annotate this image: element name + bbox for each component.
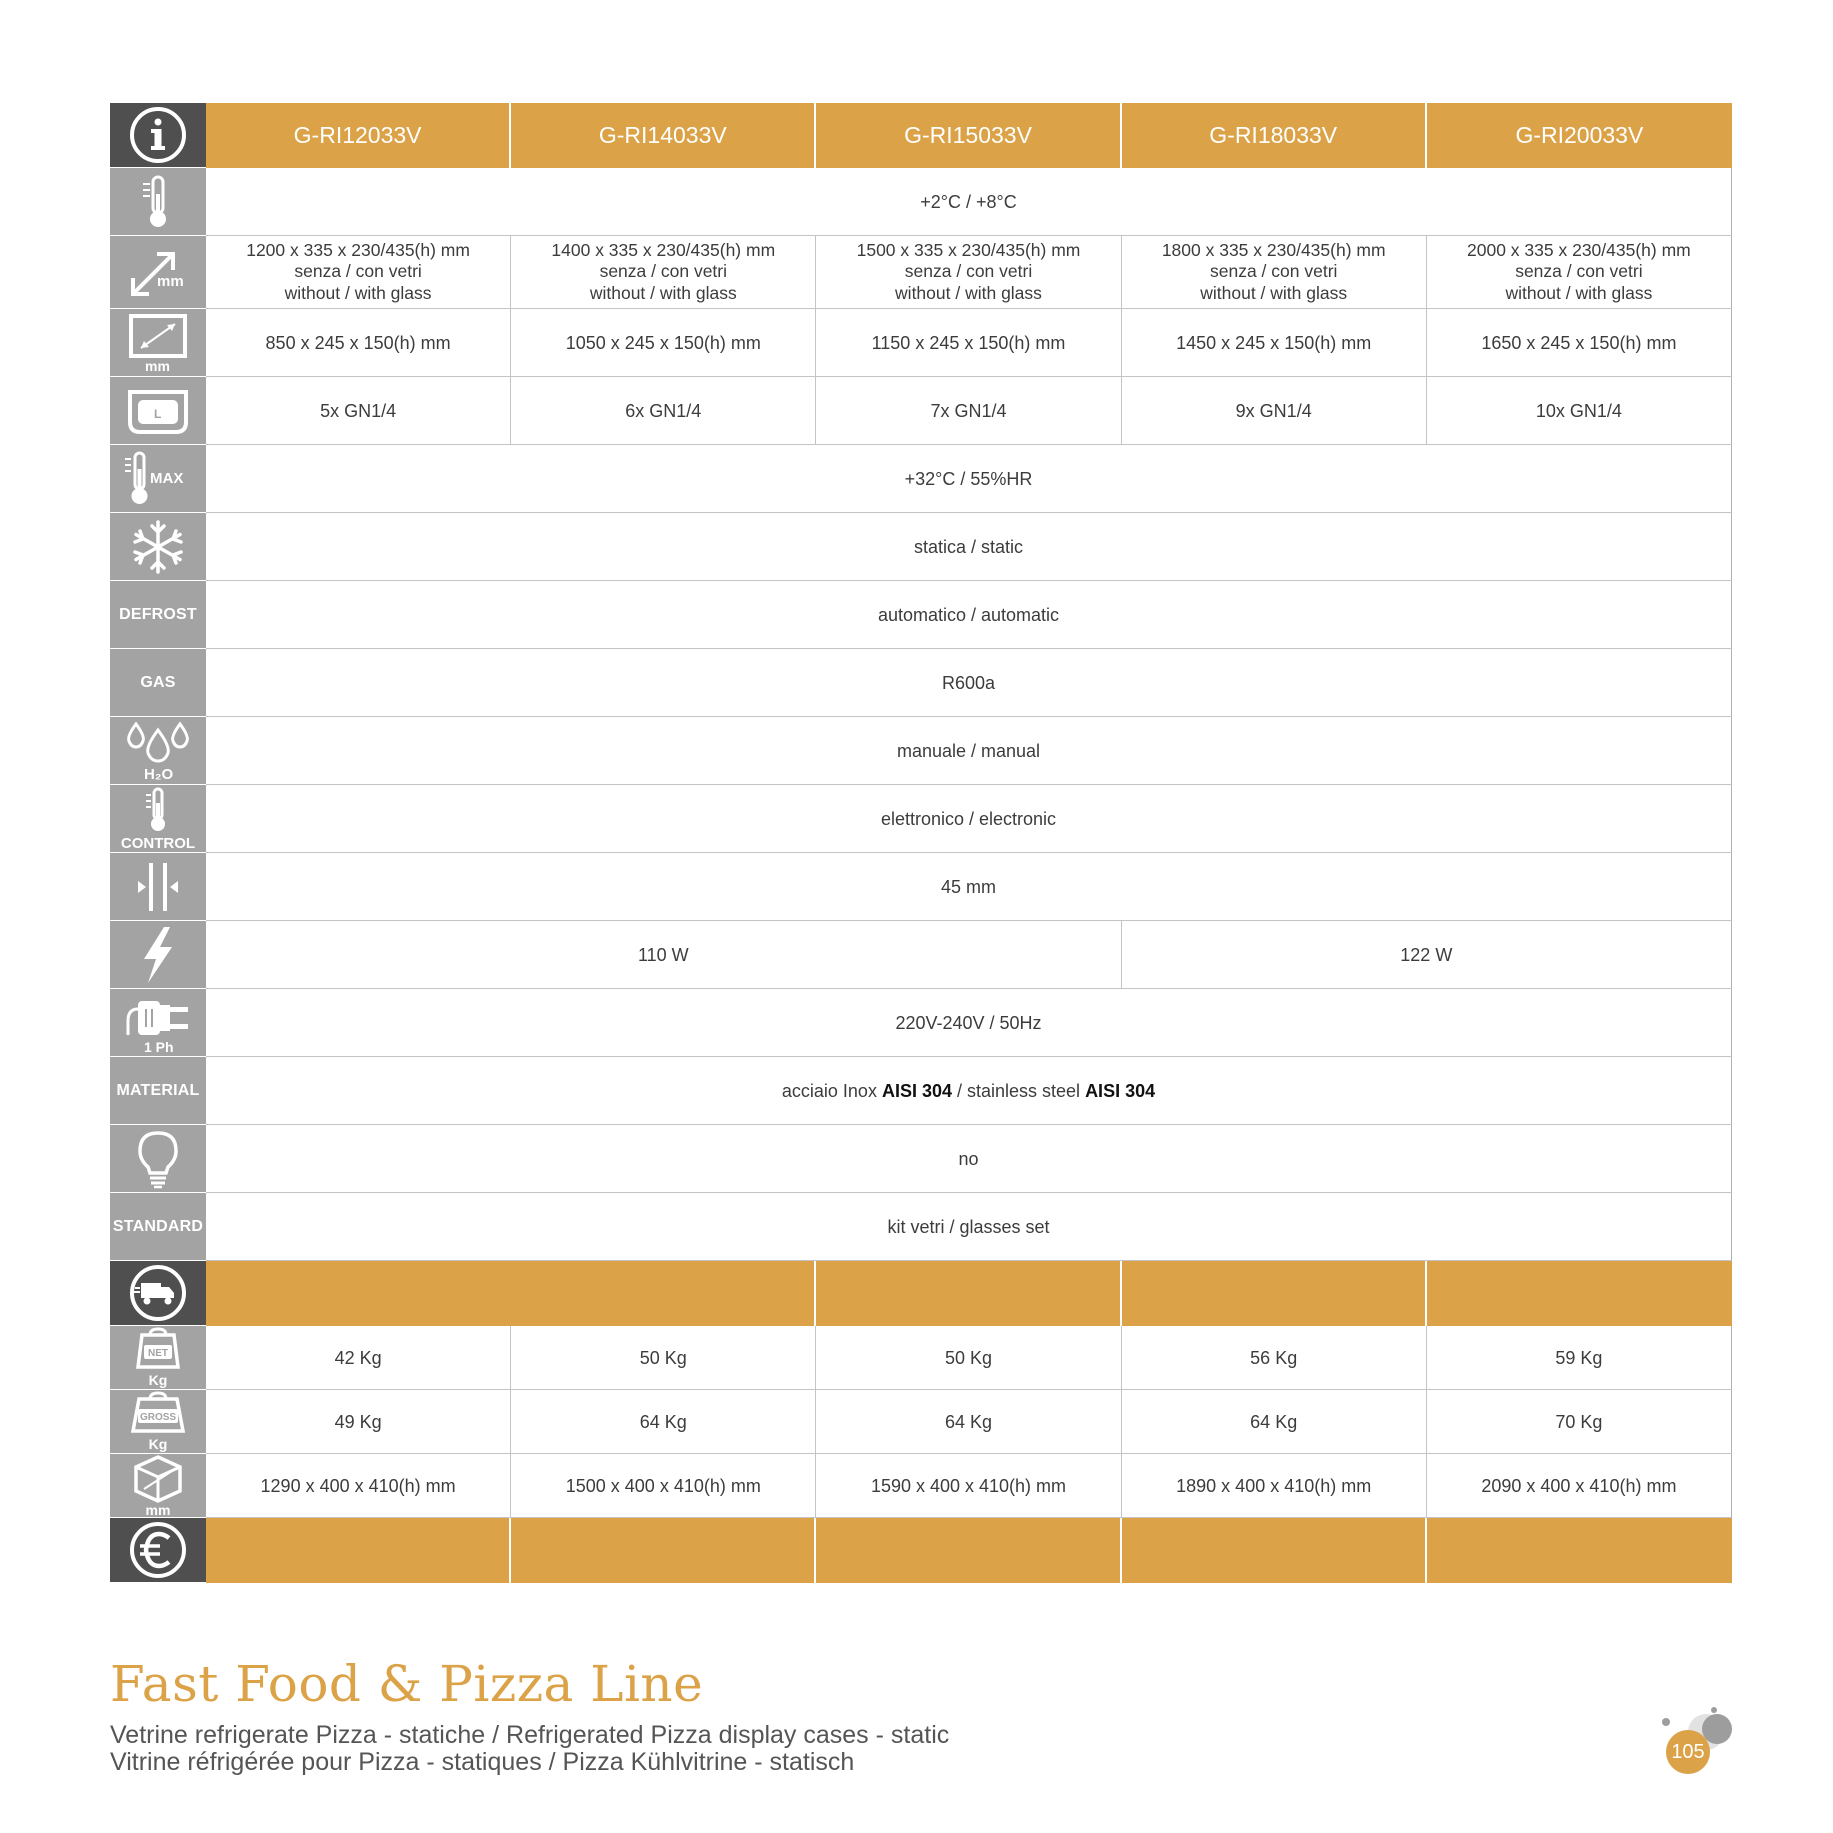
internal-dimensions-cell: 1150 x 245 x 150(h) mm: [816, 309, 1121, 377]
net-weight-cell: 50 Kg: [816, 1326, 1121, 1390]
mm-label: mm: [157, 273, 184, 290]
dimensions-cell: 1500 x 335 x 230/435(h) mm senza / con vetri without / with glass: [816, 236, 1121, 309]
net-weight-cell: 42 Kg: [206, 1326, 511, 1390]
capacity-cell: 7x GN1/4: [816, 377, 1121, 445]
defrost-label: DEFROST: [110, 581, 206, 649]
standard-value: kit vetri / glasses set: [206, 1193, 1732, 1261]
gastronorm-icon: [110, 377, 206, 445]
model-header: G-RI15033V: [816, 103, 1121, 168]
insulation-icon: [110, 853, 206, 921]
dimensions-cell: 2000 x 335 x 230/435(h) mm senza / con vetri without / with glass: [1427, 236, 1732, 309]
euro-icon: [110, 1518, 206, 1583]
insulation-thickness: 45 mm: [206, 853, 1732, 921]
gross-weight-cell: 64 Kg: [816, 1390, 1121, 1454]
net-weight-icon: [110, 1326, 206, 1390]
thermometer-icon: [110, 168, 206, 236]
model-header: G-RI12033V: [206, 103, 511, 168]
internal-dimensions-cell: 850 x 245 x 150(h) mm: [206, 309, 511, 377]
power-cell: 110 W: [206, 921, 1122, 989]
control-type: elettronico / electronic: [206, 785, 1732, 853]
package-icon: [110, 1454, 206, 1518]
climate-class: +32°C / 55%HR: [206, 445, 1732, 513]
svg-text:H₂O: H₂O: [144, 765, 174, 782]
gross-weight-icon: [110, 1390, 206, 1454]
truck-icon: [110, 1261, 206, 1326]
shipping-header-blank: [1427, 1261, 1732, 1326]
gross-weight-cell: 70 Kg: [1427, 1390, 1732, 1454]
shipping-header-blank: [816, 1261, 1121, 1326]
refrigeration-type: statica / static: [206, 513, 1732, 581]
gross-weight-cell: 64 Kg: [511, 1390, 816, 1454]
dimensions-cell: 1200 x 335 x 230/435(h) mm senza / con vetri without / with glass: [206, 236, 511, 309]
internal-dimensions-cell: 1450 x 245 x 150(h) mm: [1122, 309, 1427, 377]
model-header: G-RI18033V: [1122, 103, 1427, 168]
evaporation-type: manuale / manual: [206, 717, 1732, 785]
page-subtitle: [110, 1722, 949, 1776]
net-weight-cell: 59 Kg: [1427, 1326, 1732, 1390]
lightbulb-icon: [110, 1125, 206, 1193]
svg-text:CONTROL: CONTROL: [120, 834, 196, 851]
light-value: no: [206, 1125, 1732, 1193]
capacity-cell: 6x GN1/4: [511, 377, 816, 445]
power-cell: 122 W: [1122, 921, 1732, 989]
svg-text:mm: mm: [145, 357, 170, 374]
lightning-icon: [110, 921, 206, 989]
shipping-header-blank: [1122, 1261, 1427, 1326]
svg-text:GROSS: GROSS: [139, 1411, 177, 1423]
model-header: G-RI14033V: [511, 103, 816, 168]
page-title: Fast Food & Pizza Line: [110, 1655, 704, 1713]
dimensions-cell: 1800 x 335 x 230/435(h) mm senza / con vetri without / with glass: [1122, 236, 1427, 309]
water-drops-icon: [110, 717, 206, 785]
packaging-cell: 1590 x 400 x 410(h) mm: [816, 1454, 1121, 1518]
gas-value: R600a: [206, 649, 1732, 717]
capacity-cell: 5x GN1/4: [206, 377, 511, 445]
internal-dimensions-cell: 1650 x 245 x 150(h) mm: [1427, 309, 1732, 377]
material-value: acciaio Inox AISI 304 / stainless steel AISI 304: [206, 1057, 1732, 1125]
packaging-cell: 1290 x 400 x 410(h) mm: [206, 1454, 511, 1518]
defrost-value: automatico / automatic: [206, 581, 1732, 649]
packaging-cell: 1890 x 400 x 410(h) mm: [1122, 1454, 1427, 1518]
snowflake-icon: [110, 513, 206, 581]
packaging-cell: 2090 x 400 x 410(h) mm: [1427, 1454, 1732, 1518]
subtitle-line-2: Vitrine réfrigérée pour Pizza - statiques / Pizza Kühlvitrine - statisch: [110, 1748, 855, 1776]
capacity-cell: 10x GN1/4: [1427, 377, 1732, 445]
price-cell: [511, 1518, 816, 1583]
capacity-cell: 9x GN1/4: [1122, 377, 1427, 445]
svg-text:1 Ph: 1 Ph: [144, 1038, 174, 1055]
svg-text:Kg: Kg: [148, 1435, 168, 1452]
gross-weight-cell: 64 Kg: [1122, 1390, 1427, 1454]
internal-dimensions-icon: [110, 309, 206, 377]
internal-dimensions-cell: 1050 x 245 x 150(h) mm: [511, 309, 816, 377]
climate-max-icon: [110, 445, 206, 513]
price-cell: [1122, 1518, 1427, 1583]
svg-text:MAX: MAX: [150, 469, 184, 487]
material-label: MATERIAL: [110, 1057, 206, 1125]
spec-table: [110, 103, 1732, 1583]
plug-icon: [110, 989, 206, 1057]
shipping-header-blank: [206, 1261, 816, 1326]
voltage-value: 220V-240V / 50Hz: [206, 989, 1732, 1057]
dimensions-icon: [110, 236, 206, 309]
price-cell: [206, 1518, 511, 1583]
model-header: G-RI20033V: [1427, 103, 1732, 168]
info-icon: [110, 103, 206, 168]
svg-text:mm: mm: [145, 1501, 171, 1517]
svg-text:Kg: Kg: [148, 1371, 168, 1388]
svg-text:L: L: [154, 406, 162, 421]
page-number: 105: [1666, 1730, 1710, 1774]
dimensions-cell: 1400 x 335 x 230/435(h) mm senza / con vetri without / with glass: [511, 236, 816, 309]
gross-weight-cell: 49 Kg: [206, 1390, 511, 1454]
net-weight-cell: 50 Kg: [511, 1326, 816, 1390]
subtitle-line-1: Vetrine refrigerate Pizza - statiche / Refrigerated Pizza display cases - static: [110, 1721, 950, 1749]
price-cell: [816, 1518, 1121, 1583]
net-weight-cell: 56 Kg: [1122, 1326, 1427, 1390]
price-cell: [1427, 1518, 1732, 1583]
control-thermometer-icon: [110, 785, 206, 853]
temperature-range: +2°C / +8°C: [206, 168, 1732, 236]
standard-label: STANDARD: [110, 1193, 206, 1261]
packaging-cell: 1500 x 400 x 410(h) mm: [511, 1454, 816, 1518]
svg-text:NET: NET: [148, 1347, 168, 1359]
gas-label: GAS: [110, 649, 206, 717]
